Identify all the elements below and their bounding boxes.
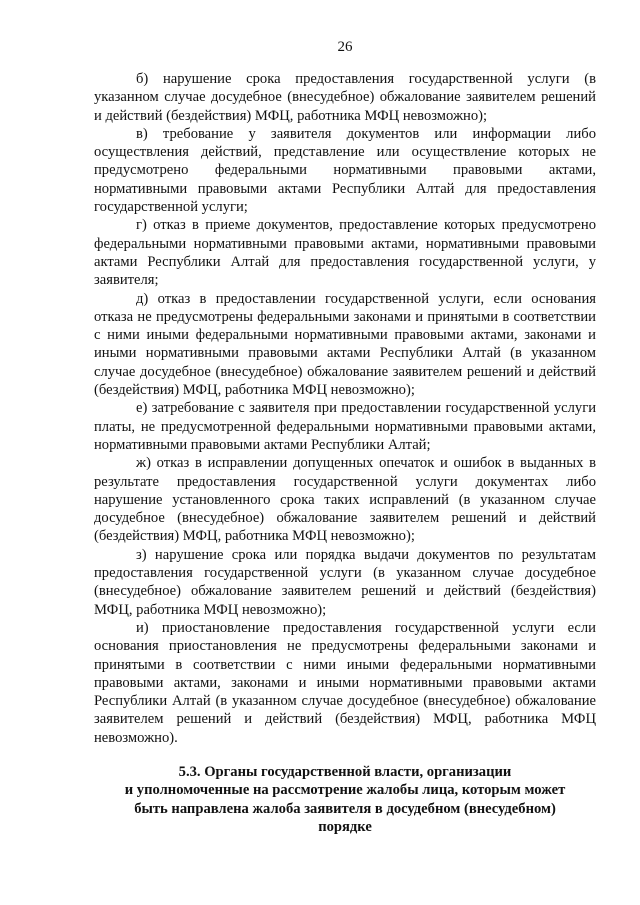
document-page [94, 38, 596, 836]
paragraph-item-d: д) отказ в предоставлении государственной услуги, если основания отказа не предусмотрены федеральными законами и принятыми в соответствии с ними иными федеральными нормативными правовыми актами, законами и иными нормативными правовыми актами Республики Алтай (в указанном случае досудебное (внесудебное) обжалование заявителем решений и действий (бездействия) МФЦ, работника МФЦ невозможно); [94, 290, 596, 399]
paragraph-item-e: е) затребование с заявителя при предоставлении государственной услуги платы, не предусмотренной федеральными нормативными правовыми актами, нормативными правовыми актами Республики Алтай; [94, 400, 596, 453]
section-heading-line: порядке [318, 818, 372, 835]
page-number: 26 [337, 39, 353, 55]
section-heading [94, 763, 596, 836]
paragraph-item-g: г) отказ в приеме документов, предоставление которых предусмотрено федеральными нормативными правовыми актами, нормативными правовыми актами Республики Алтай для предоставления государственной услуги, у заявителя; [94, 217, 596, 289]
paragraph-item-v: в) требование у заявителя документов или информации либо осуществления действий, представление или осуществление которых не предусмотрено федеральными нормативными правовыми актами, нормативными правовыми актами Республики Алтай для предоставления государственной услуги; [94, 125, 596, 216]
paragraph-item-z: з) нарушение срока или порядка выдачи документов по результатам предоставления государственной услуги (в указанном случае досудебное (внесудебное) обжалование заявителем решений и действий (бездействия) МФЦ, работника МФЦ невозможно); [94, 546, 596, 618]
section-heading-line: 5.3. Органы государственной власти, организации [178, 763, 512, 780]
section-heading-line: быть направлена жалоба заявителя в досудебном (внесудебном) [134, 800, 556, 817]
section-heading-line: и уполномоченные на рассмотрение жалобы лица, которым может [124, 782, 566, 799]
paragraph-item-i: и) приостановление предоставления государственной услуги если основания приостановления не предусмотрены федеральными законами и принятыми в соответствии с ними иными федеральными нормативными правовыми актами, законами и иными нормативными правовыми актами Республики Алтай (в указанном случае досудебное (внесудебное) обжалование заявителем решений и действий (бездействия) МФЦ, работника МФЦ невозможно). [94, 619, 596, 746]
paragraph-item-zh: ж) отказ в исправлении допущенных опечаток и ошибок в выданных в результате предоставления государственной услуги документах либо нарушение установленного срока таких исправлений (в указанном случае досудебное (внесудебное) обжалование заявителем решений и действий (бездействия) МФЦ, работника МФЦ невозможно); [94, 455, 596, 545]
paragraph-item-b: б) нарушение срока предоставления государственной услуги (в указанном случае досудебное (внесудебное) обжалование заявителем решений и действий (бездействия) МФЦ, работника МФЦ невозможно); [94, 71, 596, 124]
